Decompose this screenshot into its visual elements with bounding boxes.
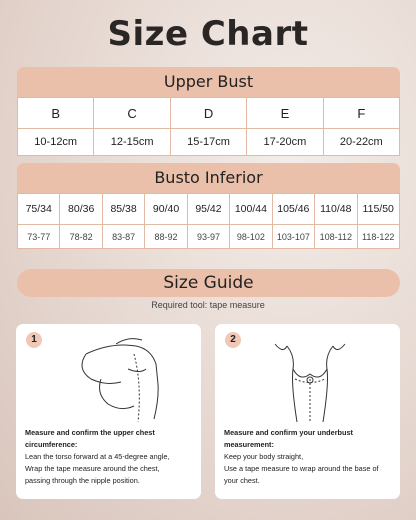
underbust-illustration: [215, 324, 400, 424]
upper-chest-illustration: [16, 324, 201, 424]
table-cell: 10-12cm: [18, 128, 94, 155]
table-cell: 110/48: [315, 194, 357, 224]
table-cell: 88-92: [145, 224, 187, 248]
size-guide-heading: Size Guide: [17, 269, 400, 297]
step-1-line: Lean the torso forward at a 45-degree angle,: [25, 452, 170, 461]
table-cell: E: [247, 98, 323, 128]
guide-card-1: [16, 324, 201, 499]
table-cell: B: [18, 98, 94, 128]
step-1-heading: Measure and confirm the upper chest circumference:: [25, 428, 155, 449]
table-cell: 12-15cm: [94, 128, 170, 155]
page-title: Size Chart: [107, 14, 309, 54]
table-cell: 85/38: [103, 194, 145, 224]
table-cell: C: [94, 98, 170, 128]
table-cell: 108-112: [315, 224, 357, 248]
table-cell: 103-107: [273, 224, 315, 248]
lower-bust-heading: Busto Inferior: [17, 163, 400, 193]
upper-bust-heading: Upper Bust: [17, 67, 400, 97]
guide-card-2: [215, 324, 400, 499]
table-cell: 15-17cm: [171, 128, 247, 155]
table-cell: D: [171, 98, 247, 128]
lower-bust-size-row: [18, 194, 399, 224]
table-cell: 73-77: [18, 224, 60, 248]
lower-bust-range-row: [18, 224, 399, 248]
step-1-line: passing through the nipple position.: [25, 476, 140, 485]
table-cell: 118-122: [358, 224, 399, 248]
step-2-heading: Measure and confirm your underbust measurement:: [224, 428, 353, 449]
table-cell: 83-87: [103, 224, 145, 248]
step-2-line: Keep your body straight,: [224, 452, 304, 461]
step-number-badge: 2: [225, 332, 241, 348]
table-cell: 115/50: [362, 203, 394, 215]
step-2-description: [224, 427, 394, 487]
table-cell: 95/42: [188, 194, 230, 224]
step-1-line: Wrap the tape measure around the chest,: [25, 464, 160, 473]
table-cell: 17-20cm: [247, 128, 323, 155]
table-cell: 20-22cm: [324, 128, 399, 155]
table-cell: 105/46: [273, 194, 315, 224]
table-cell: 78-82: [60, 224, 102, 248]
step-1-description: [25, 427, 195, 487]
step-2-line: Use a tape measure to wrap around the base of your chest.: [224, 464, 379, 485]
table-cell: 75/34: [18, 194, 60, 224]
step-number-badge: 1: [26, 332, 42, 348]
required-tool-note: Required tool: tape measure: [151, 300, 265, 310]
lower-bust-table: [17, 193, 400, 249]
upper-bust-size-row: [18, 98, 399, 128]
upper-bust-range-row: [18, 128, 399, 155]
table-cell: F: [357, 105, 366, 121]
upper-bust-table: [17, 97, 400, 156]
table-cell: 90/40: [145, 194, 187, 224]
table-cell: 93-97: [188, 224, 230, 248]
table-cell: 100/44: [230, 194, 272, 224]
table-cell: 80/36: [60, 194, 102, 224]
table-cell: 98-102: [230, 224, 272, 248]
